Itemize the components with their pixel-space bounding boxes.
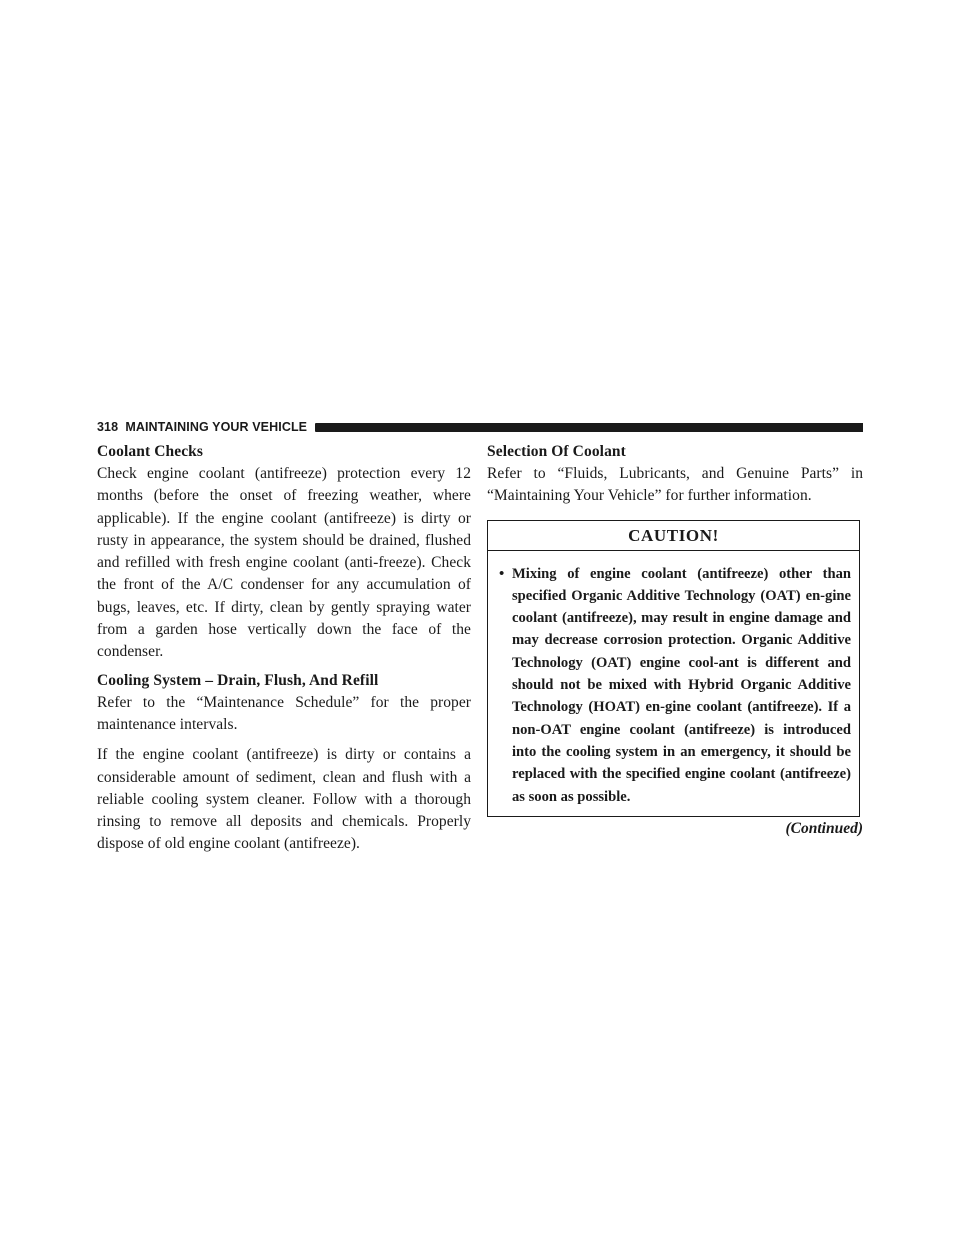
- page-header: [97, 418, 863, 436]
- right-column: [487, 441, 863, 840]
- coolant-checks-heading: Coolant Checks: [97, 443, 204, 460]
- page-header-text: [97, 420, 307, 434]
- cooling-system-paragraph-2: If the engine coolant (antifreeze) is dirty or contains a considerable amount of sediment, clean and flush with a reliable cooling system cleaner. Follow with a thorough rinsing to remove all deposits and chemicals. Properly dispose of old engine coolant (antifreeze).: [97, 746, 471, 853]
- continued-label: (Continued): [785, 819, 863, 837]
- selection-of-coolant-heading: Selection Of Coolant: [487, 443, 626, 460]
- caution-text: Mixing of engine coolant (antifreeze) other than specified Organic Additive Technology (OAT) en-gine coolant (antifreeze), may result in engine damage and may decrease corrosion protection. Organic Additive Technology (OAT) engine cool-ant is different and should not be mixed with Hybrid Organic Additive Technology (HOAT) en-gine coolant (antifreeze). If a non-OAT engine coolant (antifreeze) is introduced into the cooling system in an emergency, it should be replaced with the specified engine coolant (antifreeze) as soon as possible.: [512, 565, 851, 805]
- bullet-icon: •: [499, 565, 505, 582]
- left-column: [97, 441, 471, 856]
- caution-body: [488, 551, 859, 816]
- coolant-checks-body: Check engine coolant (antifreeze) protection every 12 months (before the onset of freezing weather, where applicable). If the engine coolant (antifreeze) is dirty or rusty in appearance, the system should be drained, flushed and refilled with fresh engine coolant (anti-freeze). Check the front of the A/C condenser for any accumulation of bugs, leaves, etc. If dirty, clean by gently spraying water from a garden hose vertically down the face of the condenser.: [97, 465, 471, 661]
- header-rule: [315, 423, 863, 432]
- caution-box: [487, 520, 860, 817]
- cooling-system-heading: Cooling System – Drain, Flush, And Refill: [97, 671, 379, 689]
- page-number: 318: [97, 420, 119, 434]
- cooling-system-paragraph-1: Refer to the “Maintenance Schedule” for the proper maintenance intervals.: [97, 693, 471, 733]
- section-title: MAINTAINING YOUR VEHICLE: [125, 420, 308, 434]
- caution-title: CAUTION!: [488, 521, 859, 551]
- selection-of-coolant-body: Refer to “Fluids, Lubricants, and Genuine Parts” in “Maintaining Your Vehicle” for further information.: [487, 465, 863, 505]
